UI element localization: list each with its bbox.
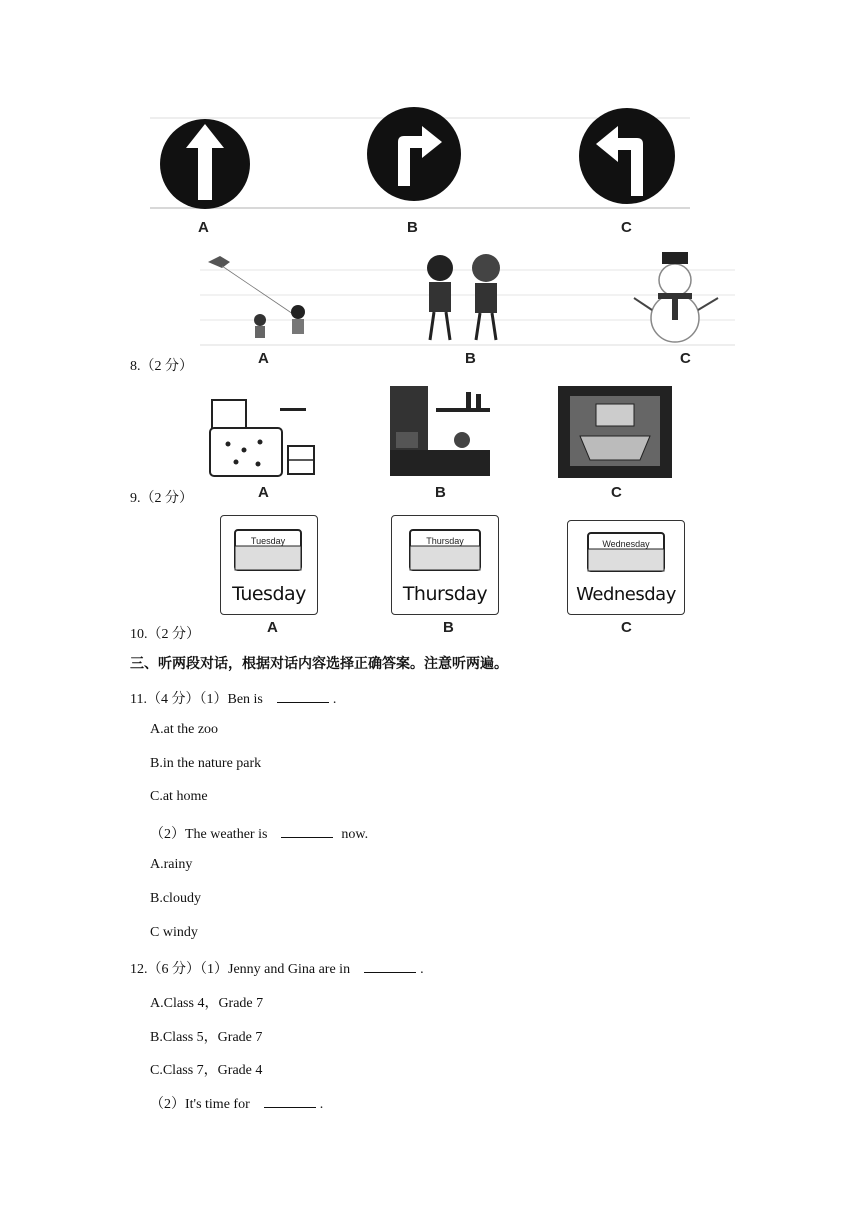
- calendar-card-a: [220, 515, 318, 615]
- option-label-b: B: [443, 619, 454, 636]
- question-11-1-option-a: A.at the zoo: [150, 722, 219, 737]
- option-label-a: A: [267, 619, 278, 636]
- calendar-icon: [568, 521, 684, 577]
- option-label-a: A: [258, 484, 269, 501]
- question-11-1-option-b: B.in the nature park: [150, 756, 262, 771]
- question-10-number: 10.（2 分）: [130, 627, 200, 642]
- option-label-c: C: [611, 484, 622, 501]
- calendar-icon: [392, 516, 498, 576]
- calendar-card-c: [567, 520, 685, 615]
- option-label-b: B: [465, 350, 476, 367]
- activities-row: [200, 240, 735, 360]
- option-label-c: C: [680, 350, 691, 367]
- question-12-stem: 12.（6 分）（1）Jenny and Gina are in .: [130, 962, 424, 977]
- bathroom-icon: [558, 386, 672, 478]
- kitchen-icon: [390, 386, 490, 476]
- question-11-2-option-a: A.rainy: [150, 857, 193, 872]
- calendar-day-small: Wednesday: [602, 539, 650, 549]
- question-12-1-option-c: C.Class 7，Grade 4: [150, 1063, 263, 1078]
- question-9-number: 9.（2 分）: [130, 491, 193, 506]
- calendar-card-b: [391, 515, 499, 615]
- left-turn-sign-icon: [579, 108, 675, 204]
- rooms-row: [200, 380, 690, 485]
- option-label-b: B: [435, 484, 446, 501]
- section-3-heading: 三、听两段对话，根据对话内容选择正确答案。注意听两遍。: [130, 656, 508, 672]
- traffic-signs-row: [140, 100, 700, 240]
- question-11-2-option-b: B.cloudy: [150, 891, 201, 906]
- question-11-stem: 11.（4 分）（1）Ben is .: [130, 692, 337, 707]
- calendar-day-label: Tuesday: [232, 583, 306, 605]
- straight-arrow-sign-icon: [160, 119, 250, 209]
- kite-flying-icon: [208, 256, 305, 338]
- bedroom-icon: [210, 400, 314, 476]
- two-girls-icon: [427, 254, 500, 340]
- question-12-1-option-b: B.Class 5，Grade 7: [150, 1030, 263, 1045]
- option-label-b: B: [407, 219, 418, 236]
- option-label-a: A: [258, 350, 269, 367]
- option-label-c: C: [621, 219, 632, 236]
- right-turn-sign-icon: [367, 107, 461, 201]
- answer-blank: [277, 690, 329, 703]
- question-8-number: 8.（2 分）: [130, 359, 193, 374]
- answer-blank: [264, 1095, 316, 1108]
- answer-blank: [281, 825, 333, 838]
- question-11-2-option-c: C windy: [150, 925, 198, 940]
- snowman-icon: [634, 252, 718, 342]
- calendar-icon: [221, 516, 317, 576]
- calendar-day-label: Thursday: [402, 583, 488, 605]
- option-label-c: C: [621, 619, 632, 636]
- answer-blank: [364, 960, 416, 973]
- question-11-2-stem: （2）The weather is now.: [150, 827, 369, 842]
- question-12-1-option-a: A.Class 4，Grade 7: [150, 996, 264, 1011]
- question-12-2-stem: （2）It's time for .: [150, 1097, 324, 1112]
- option-label-a: A: [198, 219, 209, 236]
- calendar-day-small: Thursday: [426, 536, 464, 546]
- question-11-1-option-c: C.at home: [150, 789, 208, 804]
- calendar-day-small: Tuesday: [250, 536, 286, 546]
- calendar-day-label: Wednesday: [576, 584, 676, 605]
